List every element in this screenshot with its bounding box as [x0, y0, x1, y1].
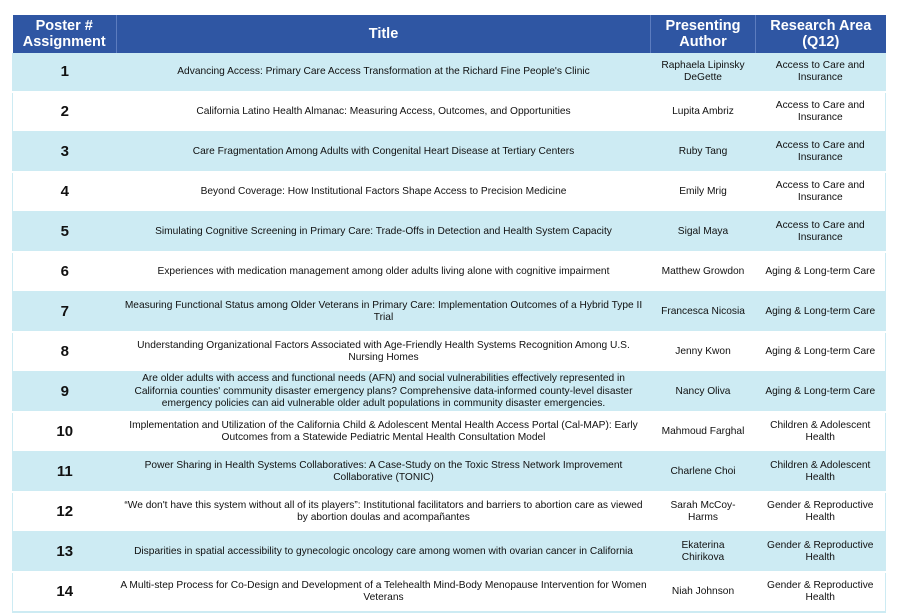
poster-number-cell: 11	[13, 452, 117, 492]
poster-assignment-table	[12, 15, 886, 613]
poster-title-cell: California Latino Health Almanac: Measuring Access, Outcomes, and Opportunities	[117, 92, 651, 132]
presenting-author-cell: Francesca Nicosia	[651, 292, 756, 332]
poster-title-cell: Power Sharing in Health Systems Collaboratives: A Case-Study on the Toxic Stress Network Improvement Collaborative (TONIC)	[117, 452, 651, 492]
poster-title-cell: Measuring Functional Status among Older Veterans in Primary Care: Implementation Outcomes of a Hybrid Type II Trial	[117, 292, 651, 332]
table-row	[13, 172, 886, 212]
poster-title-cell: Care Fragmentation Among Adults with Congenital Heart Disease at Tertiary Centers	[117, 132, 651, 172]
header-title: Title	[117, 15, 651, 53]
table-row	[13, 332, 886, 372]
poster-number-cell: 2	[13, 92, 117, 132]
table-row	[13, 252, 886, 292]
header-research-area: Research Area (Q12)	[756, 15, 886, 53]
poster-number-cell: 3	[13, 132, 117, 172]
research-area-cell: Access to Care and Insurance	[756, 53, 886, 92]
poster-number-cell: 5	[13, 212, 117, 252]
table-row	[13, 372, 886, 412]
table-row	[13, 132, 886, 172]
poster-number-cell: 9	[13, 372, 117, 412]
poster-title-cell: Disparities in spatial accessibility to gynecologic oncology care among women with ovarian cancer in California	[117, 532, 651, 572]
poster-number-cell: 10	[13, 412, 117, 452]
presenting-author-cell: Nancy Oliva	[651, 372, 756, 412]
poster-number-cell: 4	[13, 172, 117, 212]
table-row	[13, 53, 886, 92]
poster-title-cell: A Multi-step Process for Co-Design and Development of a Telehealth Mind-Body Menopause Intervention for Women Veterans	[117, 572, 651, 612]
presenting-author-cell: Lupita Ambriz	[651, 92, 756, 132]
table-row	[13, 92, 886, 132]
poster-number-cell: 7	[13, 292, 117, 332]
presenting-author-cell: Mahmoud Farghal	[651, 412, 756, 452]
poster-number-cell: 8	[13, 332, 117, 372]
presenting-author-cell: Sarah McCoy-Harms	[651, 492, 756, 532]
poster-title-cell: Beyond Coverage: How Institutional Factors Shape Access to Precision Medicine	[117, 172, 651, 212]
table-row	[13, 412, 886, 452]
poster-table-container	[12, 15, 885, 613]
table-row	[13, 572, 886, 612]
research-area-cell: Access to Care and Insurance	[756, 132, 886, 172]
poster-title-cell: Implementation and Utilization of the California Child & Adolescent Mental Health Access Portal (Cal-MAP): Early Outcomes from a Statewide Pediatric Mental Health Consultation Model	[117, 412, 651, 452]
presenting-author-cell: Ruby Tang	[651, 132, 756, 172]
poster-title-cell: Are older adults with access and functional needs (AFN) and social vulnerabilities effectively represented in California counties' community disaster emergency plans? Comprehensive data-informed county-level disaster emergency policies can aid vulnerable older adult populations in community disaster emergencies.	[117, 372, 651, 412]
research-area-cell: Gender & Reproductive Health	[756, 492, 886, 532]
research-area-cell: Gender & Reproductive Health	[756, 532, 886, 572]
presenting-author-cell: Sigal Maya	[651, 212, 756, 252]
poster-number-cell: 13	[13, 532, 117, 572]
research-area-cell: Access to Care and Insurance	[756, 92, 886, 132]
research-area-cell: Aging & Long-term Care	[756, 372, 886, 412]
presenting-author-cell: Ekaterina Chirikova	[651, 532, 756, 572]
research-area-cell: Gender & Reproductive Health	[756, 572, 886, 612]
table-body	[13, 53, 886, 612]
research-area-cell: Access to Care and Insurance	[756, 172, 886, 212]
poster-title-cell: Understanding Organizational Factors Associated with Age-Friendly Health Systems Recognition Among U.S. Nursing Homes	[117, 332, 651, 372]
poster-number-cell: 1	[13, 53, 117, 92]
presenting-author-cell: Raphaela Lipinsky DeGette	[651, 53, 756, 92]
poster-number-cell: 14	[13, 572, 117, 612]
poster-number-cell: 12	[13, 492, 117, 532]
poster-title-cell: “We don't have this system without all of its players”: Institutional facilitators and barriers to abortion care as viewed by abortion doulas and acompañantes	[117, 492, 651, 532]
poster-title-cell: Experiences with medication management among older adults living alone with cognitive impairment	[117, 252, 651, 292]
header-poster-assignment: Poster # Assignment	[13, 15, 117, 53]
table-row	[13, 212, 886, 252]
presenting-author-cell: Matthew Growdon	[651, 252, 756, 292]
poster-number-cell: 6	[13, 252, 117, 292]
table-row	[13, 532, 886, 572]
presenting-author-cell: Emily Mrig	[651, 172, 756, 212]
table-header-row	[13, 15, 886, 53]
research-area-cell: Aging & Long-term Care	[756, 292, 886, 332]
table-row	[13, 452, 886, 492]
research-area-cell: Children & Adolescent Health	[756, 412, 886, 452]
presenting-author-cell: Charlene Choi	[651, 452, 756, 492]
presenting-author-cell: Niah Johnson	[651, 572, 756, 612]
research-area-cell: Children & Adolescent Health	[756, 452, 886, 492]
research-area-cell: Aging & Long-term Care	[756, 332, 886, 372]
table-row	[13, 292, 886, 332]
presenting-author-cell: Jenny Kwon	[651, 332, 756, 372]
research-area-cell: Aging & Long-term Care	[756, 252, 886, 292]
poster-title-cell: Advancing Access: Primary Care Access Transformation at the Richard Fine People's Clinic	[117, 53, 651, 92]
table-row	[13, 492, 886, 532]
poster-title-cell: Simulating Cognitive Screening in Primary Care: Trade-Offs in Detection and Health System Capacity	[117, 212, 651, 252]
header-presenting-author: Presenting Author	[651, 15, 756, 53]
research-area-cell: Access to Care and Insurance	[756, 212, 886, 252]
